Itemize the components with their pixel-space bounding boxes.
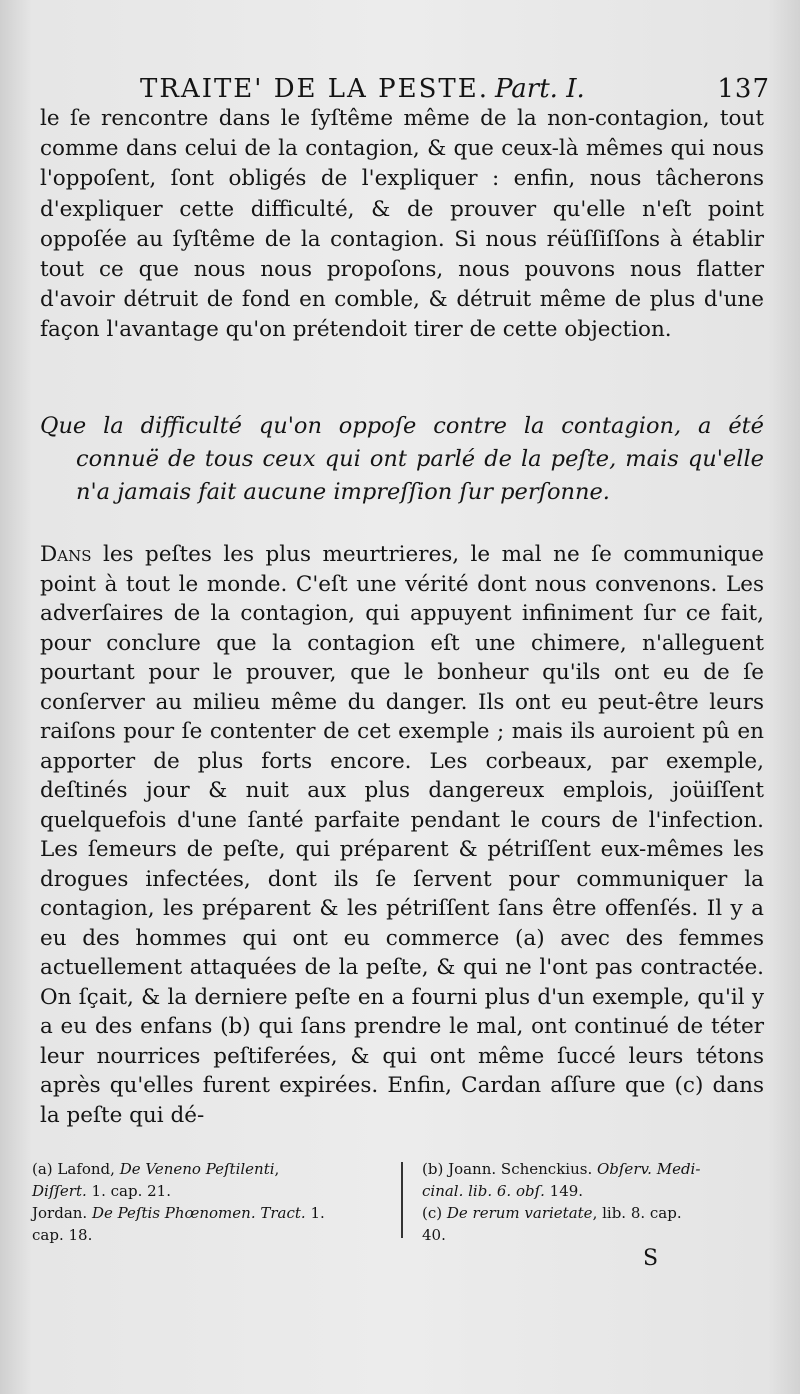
fn-a-l1: (a) Lafond,	[32, 1160, 120, 1178]
footnote-a-line-1	[32, 1158, 387, 1180]
fn-a-l2-italic: Diſſert.	[32, 1182, 87, 1200]
page-number: 137	[717, 74, 770, 104]
fn-a-l1-end: ,	[274, 1160, 280, 1178]
part-label: Part. I.	[494, 74, 585, 104]
footnote-a-line-3	[32, 1202, 387, 1224]
fn-c-l1-end: , lib. 8. cap.	[592, 1204, 682, 1222]
footnote-divider	[401, 1162, 403, 1238]
footnote-b-line-1	[422, 1158, 767, 1180]
footnotes-right-column	[422, 1158, 767, 1246]
fn-a-l1-italic: De Veneno Peſtilenti	[119, 1160, 275, 1178]
fn-c-l1: (c)	[422, 1204, 447, 1222]
fn-a-l3-italic: De Peſtis Phœnomen. Tract.	[91, 1204, 306, 1222]
running-title	[140, 74, 585, 104]
fn-a-l2: 1. cap. 21.	[86, 1182, 171, 1200]
fn-c-l1-italic: De rerum varietate	[446, 1204, 593, 1222]
footnote-c-line-1	[422, 1202, 767, 1224]
signature-mark: S	[643, 1246, 659, 1271]
footnotes	[32, 1158, 767, 1248]
running-header	[140, 74, 770, 108]
running-title-text: TRAITE' DE LA PESTE.	[140, 74, 489, 104]
fn-b-l2-italic: cinal. lib. 6. obſ.	[422, 1182, 545, 1200]
footnote-c-line-2: 40.	[422, 1226, 446, 1244]
paragraph-1: le ſe rencontre dans le ſyſtême même de la non-contagion, tout comme dans celui de la contagion, & que ceux-là mêmes qui nous l'oppoſent, ſont obligés de l'expliquer : enfin, nous tâcherons d'expliquer cette difficulté, & de prouver qu'elle n'eſt point oppoſée au ſyſtême de la contagion. Si nous réüſſiſſons à établir tout ce que nous nous propoſons, nous pouvons nous flatter d'avoir détruit de fond en comble, & détruit même de plus d'une façon l'avantage qu'on prétendoit tirer de cette objection.	[40, 106, 764, 343]
fn-b-l1-italic: Obſerv. Medi-	[596, 1160, 701, 1178]
footnote-a-line-2	[32, 1180, 387, 1202]
fn-a-l3: Jordan.	[32, 1204, 92, 1222]
dropcap-word: Dans	[40, 542, 92, 567]
paragraph-2	[40, 540, 764, 1130]
footnote-b-line-2	[422, 1180, 767, 1202]
footnote-a-line-4: cap. 18.	[32, 1226, 93, 1244]
footnotes-left-column	[32, 1158, 387, 1246]
fn-b-l1: (b) Joann. Schenckius.	[422, 1160, 597, 1178]
section-heading: Que la difficulté qu'on oppoſe contre la contagion, a été connuë de tous ceux qui ont parlé de la peſte, mais qu'elle n'a jamais fait aucune impreſſion ſur perſonne.	[40, 413, 764, 505]
paragraph-2-text: les peſtes les plus meurtrieres, le mal ne ſe communique point à tout le monde. C'eſt une vérité dont nous convenons. Les adverſaires de la contagion, qui appuyent infiniment ſur ce fait, pour conclure que la contagion eſt une chimere, n'alleguent pourtant pour le prouver, que le bonheur qu'ils ont eu de ſe conſerver au milieu même du danger. Ils ont eu peut-être leurs raiſons pour ſe contenter de cet exemple ; mais ils auroient pû en apporter de plus forts encore. Les corbeaux, par exemple, deſtinés jour & nuit aux plus dangereux emplois, joüiſſent quelquefois d'une ſanté parfaite pendant le cours de l'infection. Les ſemeurs de peſte, qui préparent & pétriſſent eux-mêmes les drogues infectées, dont ils ſe ſervent pour communiquer la contagion, les préparent & les pétriſſent ſans être offenſés. Il y a eu des hommes qui ont eu commerce (a) avec des femmes actuellement attaquées de la peſte, & qui ne l'ont pas contractée. On ſçait, & la derniere peſte en a fourni plus d'un exemple, qu'il y a eu des enfans (b) qui ſans prendre le mal, ont continué de téter leur nourrices peſtiferées, & qui ont même ſuccé leurs tétons après qu'elles furent expirées. Enfin, Cardan aſſure que (c) dans la peſte qui dé-	[40, 542, 764, 1128]
fn-b-l2: 149.	[544, 1182, 584, 1200]
fn-a-l3-end: 1.	[305, 1204, 325, 1222]
